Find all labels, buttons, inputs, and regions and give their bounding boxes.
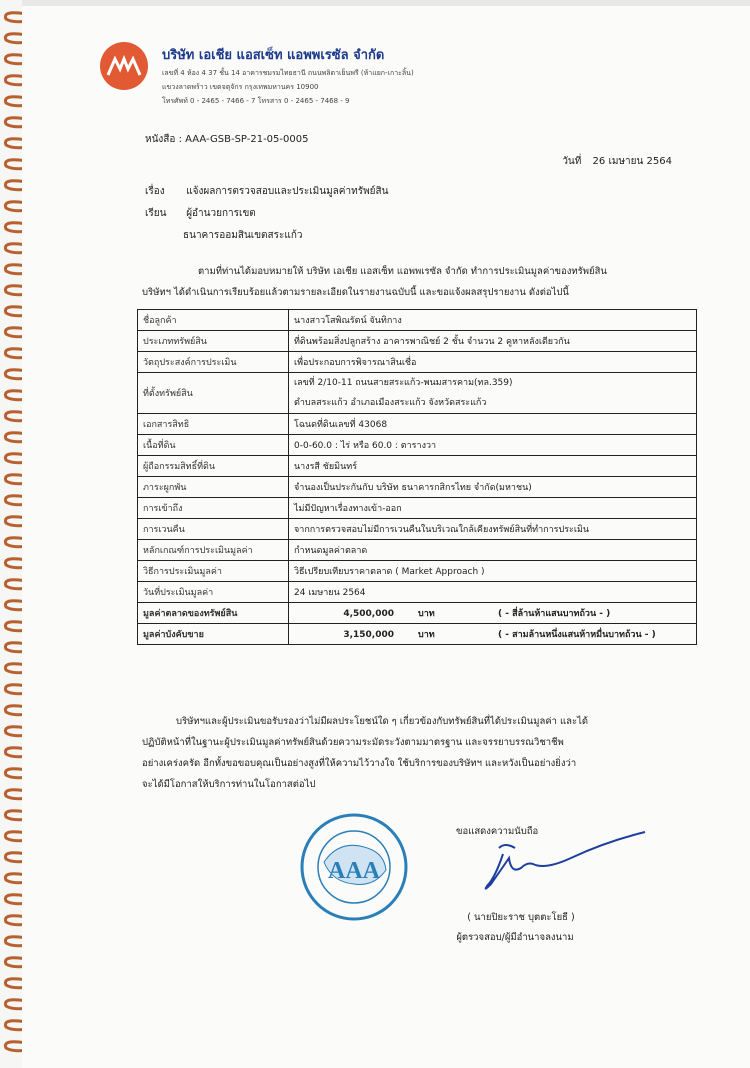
table-row [138,456,697,477]
row-value: 0-0-60.0 : ไร่ หรือ 60.0 : ตารางวา [289,435,697,456]
market-value-row [138,603,697,624]
date-label: วันที่ [562,156,582,167]
row-key: ผู้ถือกรรมสิทธิ์ที่ดิน [138,456,289,477]
row-key: มูลค่าบังคับขาย [138,624,289,645]
row-value: จากการตรวจสอบไม่มีการเวนคืนในบริเวณใกล้เคียงทรัพย์สินที่ทำการประเมิน [289,519,697,540]
signature-mark [475,828,655,898]
row-key: วิธีการประเมินมูลค่า [138,561,289,582]
table-row [138,519,697,540]
appraisal-summary-table [137,309,697,645]
row-value-line2: ตำบลสระแก้ว อำเภอเมืองสระแก้ว จังหวัดสระแก้ว [294,398,487,408]
value-unit: บาท [418,609,435,619]
reference-line: หนังสือ : AAA-GSB-SP-21-05-0005 [145,134,309,145]
table-row [138,477,697,498]
signer-position: ผู้ตรวจสอบ/ผู้มีอำนาจลงนาม [456,932,574,943]
value-words: ( - สี่ล้านห้าแสนบาทถ้วน - ) [498,609,611,619]
seal-text: AAA [328,858,380,884]
date-value: 26 เมษายน 2564 [592,156,672,167]
subject-line [145,184,388,199]
table-row [138,310,697,331]
row-value: นางสาวโสพิณรัตน์ จันทิกาง [289,310,697,331]
row-key: มูลค่าตลาดของทรัพย์สิน [138,603,289,624]
company-name: บริษัท เอเชีย แอสเซ็ท แอพพเรซัล จำกัด [162,48,385,63]
row-key: เนื้อที่ดิน [138,435,289,456]
row-value [289,624,697,645]
forced-value-row [138,624,697,645]
table-row [138,582,697,603]
ref-number: AAA-GSB-SP-21-05-0005 [185,134,309,145]
company-address-line1: เลขที่ 4 ห้อง 4 37 ชั้น 14 อาคารชมรมไทยธานี ถนนพลิตาเย็นพรี (ห้าแยก-เกาะลิ้น) [162,69,414,77]
subject-label: เรื่อง [145,186,165,197]
table-row [138,540,697,561]
closing-text: ขอแสดงความนับถือ [456,826,539,837]
row-value [289,603,697,624]
row-key: ชื่อลูกค้า [138,310,289,331]
to-line [145,206,256,221]
row-key: การเวนคืน [138,519,289,540]
intro-line-1: ตามที่ท่านได้มอบหมายให้ บริษัท เอเชีย แอสเซ็ท แอพพเรซัล จำกัด ทำการประเมินมูลค่าของทรัพย์สิน [198,266,607,277]
row-value [289,373,697,414]
row-key: วัตถุประสงค์การประเมิน [138,352,289,373]
signer-name: ( นายปิยะราช บุตตะโยธี ) [467,912,575,923]
row-key: เอกสารสิทธิ [138,414,289,435]
row-key: หลักเกณฑ์การประเมินมูลค่า [138,540,289,561]
to-label: เรียน [145,208,167,219]
company-logo-icon [100,42,148,90]
row-value: โฉนดที่ดินเลขที่ 43068 [289,414,697,435]
body-line-2: ปฏิบัติหน้าที่ในฐานะผู้ประเมินมูลค่าทรัพย์สินด้วยความระมัดระวังตามมาตรฐาน และจรรยาบรรณวิชาชีพ [142,737,564,748]
value-unit: บาท [418,630,435,640]
table-row [138,414,697,435]
intro-line-2: บริษัทฯ ได้ดำเนินการเรียบร้อยแล้วตามรายละเอียดในรายงานฉบับนี้ และขอแจ้งผลสรุปรายงาน ดังต่อไปนี้ [142,287,569,298]
letterhead [100,38,700,118]
row-key: ภาระผูกพัน [138,477,289,498]
row-value: ที่ดินพร้อมสิ่งปลูกสร้าง อาคารพาณิชย์ 2 ชั้น จำนวน 2 คูหาหลังเดียวกัน [289,331,697,352]
ref-label: หนังสือ [145,134,176,145]
body-line-4: จะได้มีโอกาสให้บริการท่านในโอกาสต่อไป [142,779,316,790]
row-value: จำนองเป็นประกันกับ บริษัท ธนาคารกสิกรไทย จำกัด(มหาชน) [289,477,697,498]
row-value: 24 เมษายน 2564 [289,582,697,603]
body-line-3: อย่างเคร่งครัด อีกทั้งขอขอบคุณเป็นอย่างสูงที่ให้ความไว้วางใจ ใช้บริการของบริษัทฯ และหวังเป็นอย่างยิ่งว่า [142,758,577,769]
table-row [138,498,697,519]
body-line-1: บริษัทฯและผู้ประเมินขอรับรองว่าไม่มีผลประโยชน์ใด ๆ เกี่ยวข้องกับทรัพย์สินที่ได้ประเมินมูลค่า และได้ [176,716,589,727]
row-value: เพื่อประกอบการพิจารณาสินเชื่อ [289,352,697,373]
row-key: ประเภททรัพย์สิน [138,331,289,352]
row-value: วิธีเปรียบเทียบราคาตลาด ( Market Approach ) [289,561,697,582]
table-row [138,352,697,373]
value-words: ( - สามล้านหนึ่งแสนห้าหมื่นบาทถ้วน - ) [498,630,656,640]
row-value: กำหนดมูลค่าตลาด [289,540,697,561]
table-row [138,331,697,352]
row-value: ไม่มีปัญหาเรื่องทางเข้า-ออก [289,498,697,519]
to-value-1: ผู้อำนวยการเขต [186,208,256,219]
table-row [138,561,697,582]
table-row [138,435,697,456]
date-line [562,154,672,169]
subject-value: แจ้งผลการตรวจสอบและประเมินมูลค่าทรัพย์สิน [186,186,389,197]
to-value-2: ธนาคารออมสินเขตสระแก้ว [183,230,303,241]
row-key: การเข้าถึง [138,498,289,519]
row-key: ที่ตั้งทรัพย์สิน [138,373,289,414]
row-key: วันที่ประเมินมูลค่า [138,582,289,603]
company-address-line3: โทรศัพท์ 0 - 2465 - 7466 - 7 โทรสาร 0 - 2465 - 7468 - 9 [162,97,350,105]
table-row [138,373,697,414]
row-value: นางรสี ชัยมินทร์ [289,456,697,477]
row-value-line1: เลขที่ 2/10-11 ถนนสายสระแก้ว-พนมสารคาม(ทล.359) [294,378,513,388]
value-amount: 4,500,000 [343,609,394,619]
value-amount: 3,150,000 [343,630,394,640]
company-seal-icon [284,812,424,922]
company-address-line2: แขวงลาดพร้าว เขตจตุจักร กรุงเทพมหานคร 10900 [162,83,319,91]
